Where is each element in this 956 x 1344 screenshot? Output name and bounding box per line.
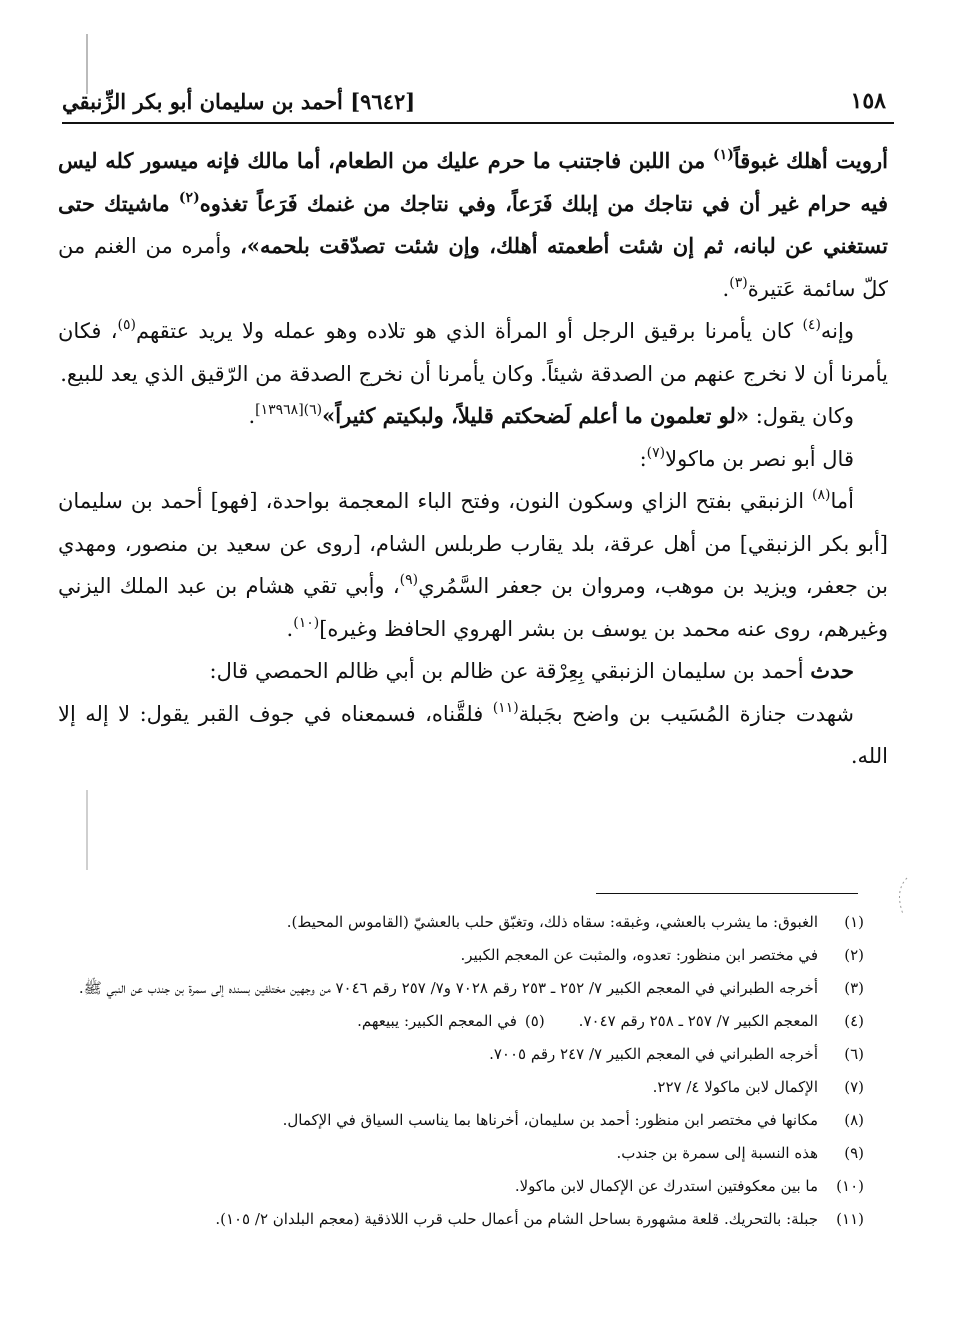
footnote-number: (٦)	[844, 1045, 864, 1063]
footnote-ref: (١١)	[492, 699, 519, 716]
footnote	[60, 972, 864, 1005]
text-run: من اللبن فاجتنب ما حرم عليك من الطعام، أما مالك فإنه ميسور كله ليس فيه حرام غير أن في نتاجك من إبلك فَرَعاً، وفي نتاجك من غنمك فَرَعاً تغذوه	[58, 148, 888, 216]
page-header	[62, 84, 886, 118]
main-text	[58, 140, 888, 778]
paragraph	[58, 650, 888, 693]
text-run: فلقَّناه، فسمعناه في جوف القبر يقول: لا إله إلا الله.	[58, 701, 888, 768]
text-run: وكان يقول:	[749, 404, 854, 428]
footnote	[60, 1104, 864, 1137]
footnote-ref: (٧)	[646, 444, 666, 461]
footnote	[60, 939, 864, 972]
footnote	[60, 1071, 864, 1104]
footnote-number: (٣)	[844, 979, 864, 997]
footnote-text: مكانها في مختصر ابن منظور: أحمد بن سليمان، أخرناها بما يناسب السياق في الإكمال.	[282, 1111, 818, 1129]
footnote	[60, 906, 864, 939]
text-run: .	[286, 616, 294, 641]
footnote-number: (٧)	[844, 1078, 864, 1096]
footnote-text: في المعجم الكبير: يبيعهم.	[357, 1012, 517, 1030]
footnote-number: (١)	[844, 913, 864, 931]
footnote-ref: (٩)	[399, 572, 419, 588]
header-rule	[62, 122, 894, 124]
footnote-number: (١٠)	[836, 1177, 864, 1195]
footnote	[60, 1170, 864, 1203]
footnote-text: الغبوق: ما يشرب بالعشي، وغبقه: سقاه ذلك، وتغبّق حلب بالعشيّ (القاموس المحيط).	[286, 913, 818, 931]
text-run: وأمره من الغنم من كلّ سائمة عَتيرة	[58, 234, 888, 301]
footnote-number: (٤)	[844, 1012, 864, 1030]
footnote-number: (٩)	[844, 1144, 864, 1162]
text-run: وإنه	[820, 319, 854, 343]
footnote-ref: (٨)	[812, 487, 831, 503]
scan-margin-line	[86, 790, 88, 870]
footnote-text: ما بين معكوفتين استدرك عن الإكمال لابن ماكولا.	[514, 1177, 818, 1195]
footnote-text: جبلة: بالتحريك. قلعة مشهورة بساحل الشام من أعمال حلب قرب اللاذقية (معجم البلدان ٢/ ١٠٥).	[215, 1210, 818, 1228]
spacer	[545, 1005, 579, 1038]
paragraph	[58, 140, 888, 310]
footnote-text: هذه النسبة إلى سمرة بن جندب.	[616, 1144, 818, 1162]
hadith-text: «لو تعلمون ما أعلم لَضحكتم قليلاً، ولبكيتم كثيراً»	[322, 403, 750, 428]
footnote	[60, 1137, 864, 1170]
page-number: ١٥٨	[850, 88, 886, 114]
text-run: كان يأمرنا برقيق الرجل أو المرأة الذي هو تلاده وهو عمله ولا يريد عتقهم	[135, 319, 803, 343]
paragraph	[58, 395, 888, 438]
text-run: ، وأبي تقي هشام بن عبد الملك اليزني وغيرهم، روى عنه محمد بن يوسف بن بشر الهروي الحافظ وغيره]	[58, 574, 888, 641]
footnotes	[60, 906, 864, 1236]
paragraph	[58, 693, 888, 778]
text-run: أحمد بن سليمان الزنبقي بِعِرْقة عن ظالم بن أبي ظالم الحمصي قال:	[209, 659, 811, 683]
footnote	[60, 1038, 864, 1071]
footnote-ref: (٢)	[178, 189, 200, 206]
text-run: الزنبقي بفتح الزاي وسكون النون، وفتح الباء المعجمة بواحدة، [فهو] أحمد بن سليمان [أبو بكر الزنبقي] من أهل عرقة، بلد يقارب طربلس الشام، [روى عن سعيد بن منصور، ومهدي بن جعفر، ويزيد بن موهب، ومروان بن جعفر السَّمُري	[58, 489, 888, 598]
footnote-pair	[357, 1005, 818, 1038]
paragraph	[58, 438, 888, 481]
text-run: .	[722, 276, 730, 301]
footnote-text: المعجم الكبير ٧/ ٢٥٧ ـ ٢٥٨ رقم ٧٠٤٧.	[578, 1012, 818, 1030]
footnote-text: في مختصر ابن منظور: تعدوه، والمثبت عن المعجم الكبير.	[460, 946, 818, 964]
footnote-text: أخرجه الطبراني في المعجم الكبير ٧/ ٢٤٧ رقم ٧٠٠٥.	[489, 1045, 818, 1063]
footnote-number: (٨)	[844, 1111, 864, 1129]
spacer	[517, 1005, 525, 1038]
footnote-number: (٢)	[844, 946, 864, 964]
footnote-text: الإكمال لابن ماكولا ٤/ ٢٢٧.	[652, 1078, 818, 1096]
paragraph	[58, 310, 888, 395]
footnote	[60, 1005, 864, 1038]
text-run: أرويت أهلك غبوقاً	[733, 148, 888, 173]
footnote-ref: (١)	[713, 147, 734, 163]
footnote-ref: (٣)	[729, 274, 748, 291]
footnote-number: (١١)	[836, 1210, 864, 1228]
footnote-ref: (٤)	[802, 317, 821, 333]
scan-artifact	[893, 876, 911, 916]
footnote-ref: (١٠)	[293, 614, 320, 631]
text-run: شهدت جنازة المُسَيب بن واضح بجَبلة	[518, 701, 855, 726]
footnote	[60, 1203, 864, 1236]
footnote-ref: (٥)	[117, 317, 136, 333]
text-run: :	[639, 446, 647, 471]
running-head: [٩٦٤٢] أحمد بن سليمان أبو بكر الزِّنبقي	[62, 88, 416, 114]
footnote-number: (٥)	[524, 1012, 545, 1030]
text-run: .	[248, 404, 256, 428]
paragraph	[58, 480, 888, 650]
footnote-separator	[596, 893, 858, 894]
footnote-ref: (٦)[١٣٩٦٨]	[255, 402, 323, 418]
text-run: ماشيتك حتى تستغني عن لبانه، ثم إن شئت أطعمته أهلك، وإن شئت تصدّقت بلحمه»،	[58, 190, 888, 258]
text-run: أما	[830, 489, 854, 513]
text-run: قال أبو نصر بن ماكولا	[665, 446, 854, 471]
hadatha-keyword: حدث	[810, 658, 854, 683]
text-run: ، فكان يأمرنا أن لا نخرج عنهم من الصدقة شيئاً. وكان يأمرنا أن نخرج الصدقة من الرّقيق الذي يعد للبيع.	[58, 319, 888, 386]
footnote-text: أخرجه الطبراني في المعجم الكبير ٧/ ٢٥٢ ـ ٢٥٣ رقم ٧٠٢٨ و٧/ ٢٥٧ رقم ٧٠٤٦ من وجهين مختلفين بسنده إلى سمرة بن جندب عن النبي ﷺ.	[78, 979, 818, 997]
